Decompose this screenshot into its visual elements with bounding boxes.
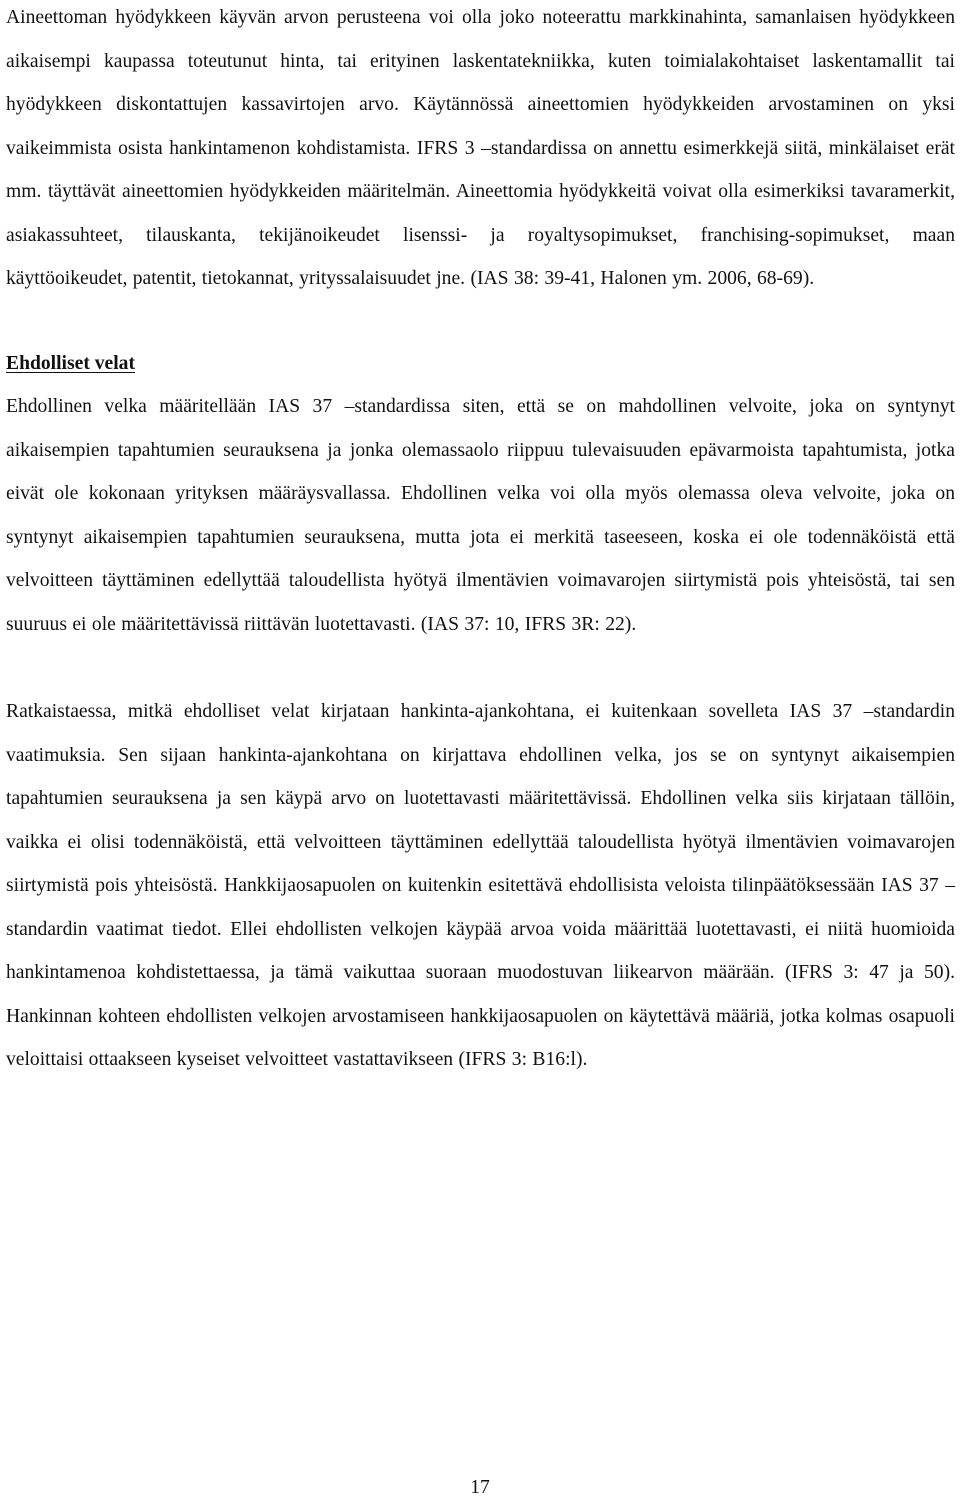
paragraph-contingent-liability-acquisition: Ratkaistaessa, mitkä ehdolliset velat kirjataan hankinta-ajankohtana, ei kuitenkaan sovelleta IAS 37 –standardin vaatimuksia. Sen sijaan hankinta-ajankohtana on kirjattava ehdollinen velka, jos se on syntynyt aikaisempien tapahtumien seurauksena ja sen käypä arvo on luotettavasti määritettävissä. Ehdollinen velka siis kirjataan tällöin, vaikka ei olisi todennäköistä, että velvoitteen täyttäminen edellyttää taloudellista hyötyä ilmentävien voimavarojen siirtymistä pois yhteisöstä. Hankkijaosapuolen on kuitenkin esitettävä ehdollisista veloista tilinpäätöksessään IAS 37 –standardin vaatimat tiedot. Ellei ehdollisten velkojen käypää arvoa voida määrittää luotettavasti, ei niitä huomioida hankintamenoa kohdistettaessa, ja tämä vaikuttaa suoraan muodostuvan liikearvon määrään. (IFRS 3: 47 ja 50). Hankinnan kohteen ehdollisten velkojen arvostamiseen hankkijaosapuolen on käytettävä määriä, jotka kolmas osapuoli veloittaisi ottaakseen kyseiset velvoitteet vastattavikseen (IFRS 3: B16:l). [6,701,955,1070]
paragraph-intangible-assets: Aineettoman hyödykkeen käyvän arvon perusteena voi olla joko noteerattu markkinahinta, samanlaisen hyödykkeen aikaisempi kaupassa toteutunut hinta, tai erityinen laskentatekniikka, kuten toimialakohtaiset laskentamallit tai hyödykkeen diskontattujen kassavirtojen arvo. Käytännössä aineettomien hyödykkeiden arvostaminen on yksi vaikeimmista osista hankintamenon kohdistamista. IFRS 3 –standardissa on annettu esimerkkejä siitä, minkälaiset erät mm. täyttävät aineettomien hyödykkeiden määritelmän. Aineettomia hyödykkeitä voivat olla esimerkiksi tavaramerkit, asiakassuhteet, tilauskanta, tekijänoikeudet lisenssi- ja royaltysopimukset, franchising-sopimukset, maan käyttöoikeudet, patentit, tietokannat, yrityssalaisuudet jne. (IAS 38: 39-41, Halonen ym. 2006, 68-69). [6,7,955,289]
document-page [6,0,955,1082]
paragraph-contingent-liability-definition: Ehdollinen velka määritellään IAS 37 –standardissa siten, että se on mahdollinen velvoite, joka on syntynyt aikaisempien tapahtumien seurauksena ja jonka olemassaolo riippuu tulevaisuuden epävarmoista tapahtumista, jotka eivät ole kokonaan yrityksen määräysvallassa. Ehdollinen velka voi olla myös olemassa oleva velvoite, joka on syntynyt aikaisempien tapahtumien seurauksena, mutta jota ei merkitä taseeseen, koska ei ole todennäköistä että velvoitteen täyttäminen edellyttää taloudellista hyötyä ilmentävien voimavarojen siirtymistä pois yhteisöstä, tai sen suuruus ei ole määritettävissä riittävän luotettavasti. (IAS 37: 10, IFRS 3R: 22). [6,396,955,635]
page-number: 17 [470,1477,490,1498]
section-heading: Ehdolliset velat [6,352,135,374]
